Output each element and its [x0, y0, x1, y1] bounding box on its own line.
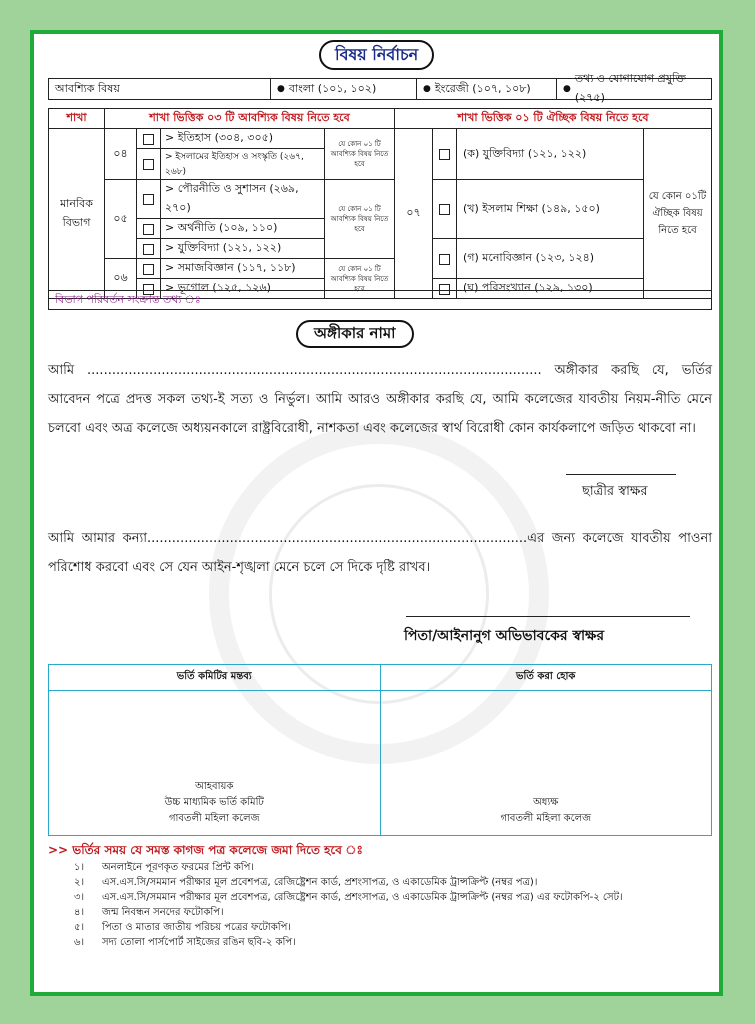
group-code: ০৬: [105, 259, 137, 299]
optional-checkbox[interactable]: [439, 149, 450, 160]
compulsory-label: আবশ্যিক বিষয়: [49, 79, 271, 99]
required-documents-list: [74, 860, 694, 950]
subject-checkbox[interactable]: [143, 159, 154, 170]
compulsory-subject: ● ইংরেজী (১০৭, ১০৮): [417, 79, 557, 99]
guardian-oath-paragraph: আমি আমার কন্যা............................................................................................এর জন্য কলেজে যাবতীয় পাওনা পরিশোধ করবো এবং সে যেন আইন-শৃঙ্খলা মেনে চলে সে দিকে দৃষ্টি রাখব।: [48, 531, 712, 575]
convener-college: গাবতলী মহিলা কলেজ: [168, 813, 260, 824]
list-item: ৫। পিতা ও মাতার জাতীয় পরিচয় পত্রের ফটোকপি।: [74, 922, 291, 933]
principal-signature-block: [381, 691, 712, 835]
admission-form-page: [30, 30, 723, 996]
subject-checkbox[interactable]: [143, 194, 154, 205]
guardian-signature-label: পিতা/আইনানুগ অভিভাবকের স্বাক্ষর: [404, 628, 605, 644]
dept-change-label: বিভাগ পরিবর্তন সংক্রান্ত তথ্য ঃ: [55, 292, 201, 306]
list-item: ৩। এস.এস.সি/সমমান পরীক্ষার মূল প্রবেশপত্র, রেজিষ্ট্রেশন কার্ড, প্রশংসাপত্র, ও একাডেমিক ট্রান্সক্রিপ্ট (নম্বর পত্র) এর ফটোকপি-২ সেট।: [74, 892, 623, 903]
subject-selection-table: [48, 108, 712, 299]
subject-name: > ভূগোল (১২৫, ১২৬): [161, 279, 325, 299]
subject-name: > ইতিহাস (৩০৪, ৩০৫): [161, 129, 325, 149]
group-note: যে কোন ০১ টি আবশ্যিক বিষয় নিতে হবে: [325, 259, 395, 299]
list-item: ৬। সদ্য তোলা পার্সপোর্ট সাইজের রঙিন ছবি-২ কপি।: [74, 937, 296, 948]
subject-name: > ইসলামের ইতিহাস ও সংস্কৃতি (২৬৭, ২৬৮): [161, 149, 325, 180]
subject-checkbox[interactable]: [143, 224, 154, 235]
optional-header: শাখা ভিত্তিক ০১ টি ঐচ্ছিক বিষয় নিতে হবে: [395, 109, 712, 129]
required-documents-title: >> ভর্তির সময় যে সমস্ত কাগজ পত্র কলেজে জমা দিতে হবে ঃ: [48, 843, 363, 857]
subject-checkbox[interactable]: [143, 264, 154, 275]
committee-remark-header: ভর্তি কমিটির মন্তব্য: [49, 665, 381, 690]
compulsory-subject: ● বাংলা (১০১, ১০২): [271, 79, 417, 99]
student-oath-paragraph: আমি .............................................................................................................. অঙ্গীকার করছি যে, ভর্তির আবেদন পত্রে প্রদত্ত সকল তথ্য-ই সত্য ও নির্ভুল। আমি আরও অঙ্গীকার করছি যে, আমি কলেজের যাবতীয় নিয়ম-নীতি মেনে চলবো এবং অত্র কলেজে অধ্যয়নকালে রাষ্ট্রবিরোধী, নাশকতা এবং কলেজের স্বার্থ বিরোধী কোন কার্যকলাপে জড়িত থাকবো না।: [48, 363, 712, 436]
subject-checkbox[interactable]: [143, 134, 154, 145]
optional-subject: (খ) ইসলাম শিক্ষা (১৪৯, ১৫০): [457, 180, 644, 239]
list-item: ১। অনলাইনে পূরণকৃত ফরমের প্রিন্ট কপি।: [74, 862, 255, 873]
subject-name: > যুক্তিবিদ্যা (১২১, ১২২): [161, 239, 325, 259]
subject-name: > সমাজবিজ্ঞান (১১৭, ১১৮): [161, 259, 325, 279]
page-title: বিষয় নির্বাচন: [319, 40, 434, 70]
optional-subject: (ঘ) পরিসংখ্যান (১২৯, ১৩০): [457, 279, 644, 299]
principal-college: গাবতলী মহিলা কলেজ: [500, 813, 592, 824]
optional-checkbox[interactable]: [439, 254, 450, 265]
dept-change-row: [48, 290, 712, 310]
compulsory-subject: ● তথ্য ও যোগাযোগ প্রযুক্তি (২৭৫): [557, 79, 711, 99]
list-item: ২। এস.এস.সি/সমমান পরীক্ষার মূল প্রবেশপত্র, রেজিষ্ট্রেশন কার্ড, প্রশংসাপত্র, ও একাডেমিক ট্রান্সক্রিপ্ট (নম্বর পত্র)।: [74, 877, 538, 888]
compulsory-subjects-row: [48, 72, 712, 104]
branch-name: মানবিক বিভাগ: [49, 129, 105, 299]
student-signature-line: [566, 474, 676, 475]
list-item: ৪। জন্ম নিবন্ধন সনদের ফটোকপি।: [74, 907, 224, 918]
oath-title: অঙ্গীকার নামা: [296, 320, 414, 348]
branch-header: শাখা: [49, 109, 105, 129]
optional-subject: (গ) মনোবিজ্ঞান (১২৩, ১২৪): [457, 239, 644, 279]
principal-title: অধ্যক্ষ: [533, 797, 559, 808]
group-code: ০৫: [105, 180, 137, 259]
admission-committee-box: [48, 664, 712, 836]
group-note: যে কোন ০১ টি আবশ্যিক বিষয় নিতে হবে: [325, 129, 395, 180]
optional-code: ০৭: [395, 129, 433, 299]
convener-title: আহবায়ক: [195, 781, 234, 792]
guardian-signature-line: [406, 616, 690, 617]
subject-checkbox[interactable]: [143, 244, 154, 255]
optional-checkbox[interactable]: [439, 204, 450, 215]
subject-name: > অর্থনীতি (১০৯, ১১০): [161, 219, 325, 239]
group-code: ০৪: [105, 129, 137, 180]
convener-signature-block: [49, 691, 381, 835]
group-note: যে কোন ০১ টি আবশ্যিক বিষয় নিতে হবে: [325, 180, 395, 259]
convener-committee: উচ্চ মাধ্যমিক ভর্তি কমিটি: [164, 797, 264, 808]
admit-header: ভর্তি করা হোক: [516, 671, 576, 682]
compulsory-header: শাখা ভিত্তিক ০৩ টি আবশ্যিক বিষয় নিতে হবে: [105, 109, 395, 129]
optional-subject: (ক) যুক্তিবিদ্যা (১২১, ১২২): [457, 129, 644, 180]
subject-name: > পৌরনীতি ও সুশাসন (২৬৯, ২৭০): [161, 180, 325, 219]
student-signature-label: ছাত্রীর স্বাক্ষর: [582, 484, 648, 499]
optional-note: যে কোন ০১টি ঐচ্ছিক বিষয় নিতে হবে: [644, 129, 712, 299]
